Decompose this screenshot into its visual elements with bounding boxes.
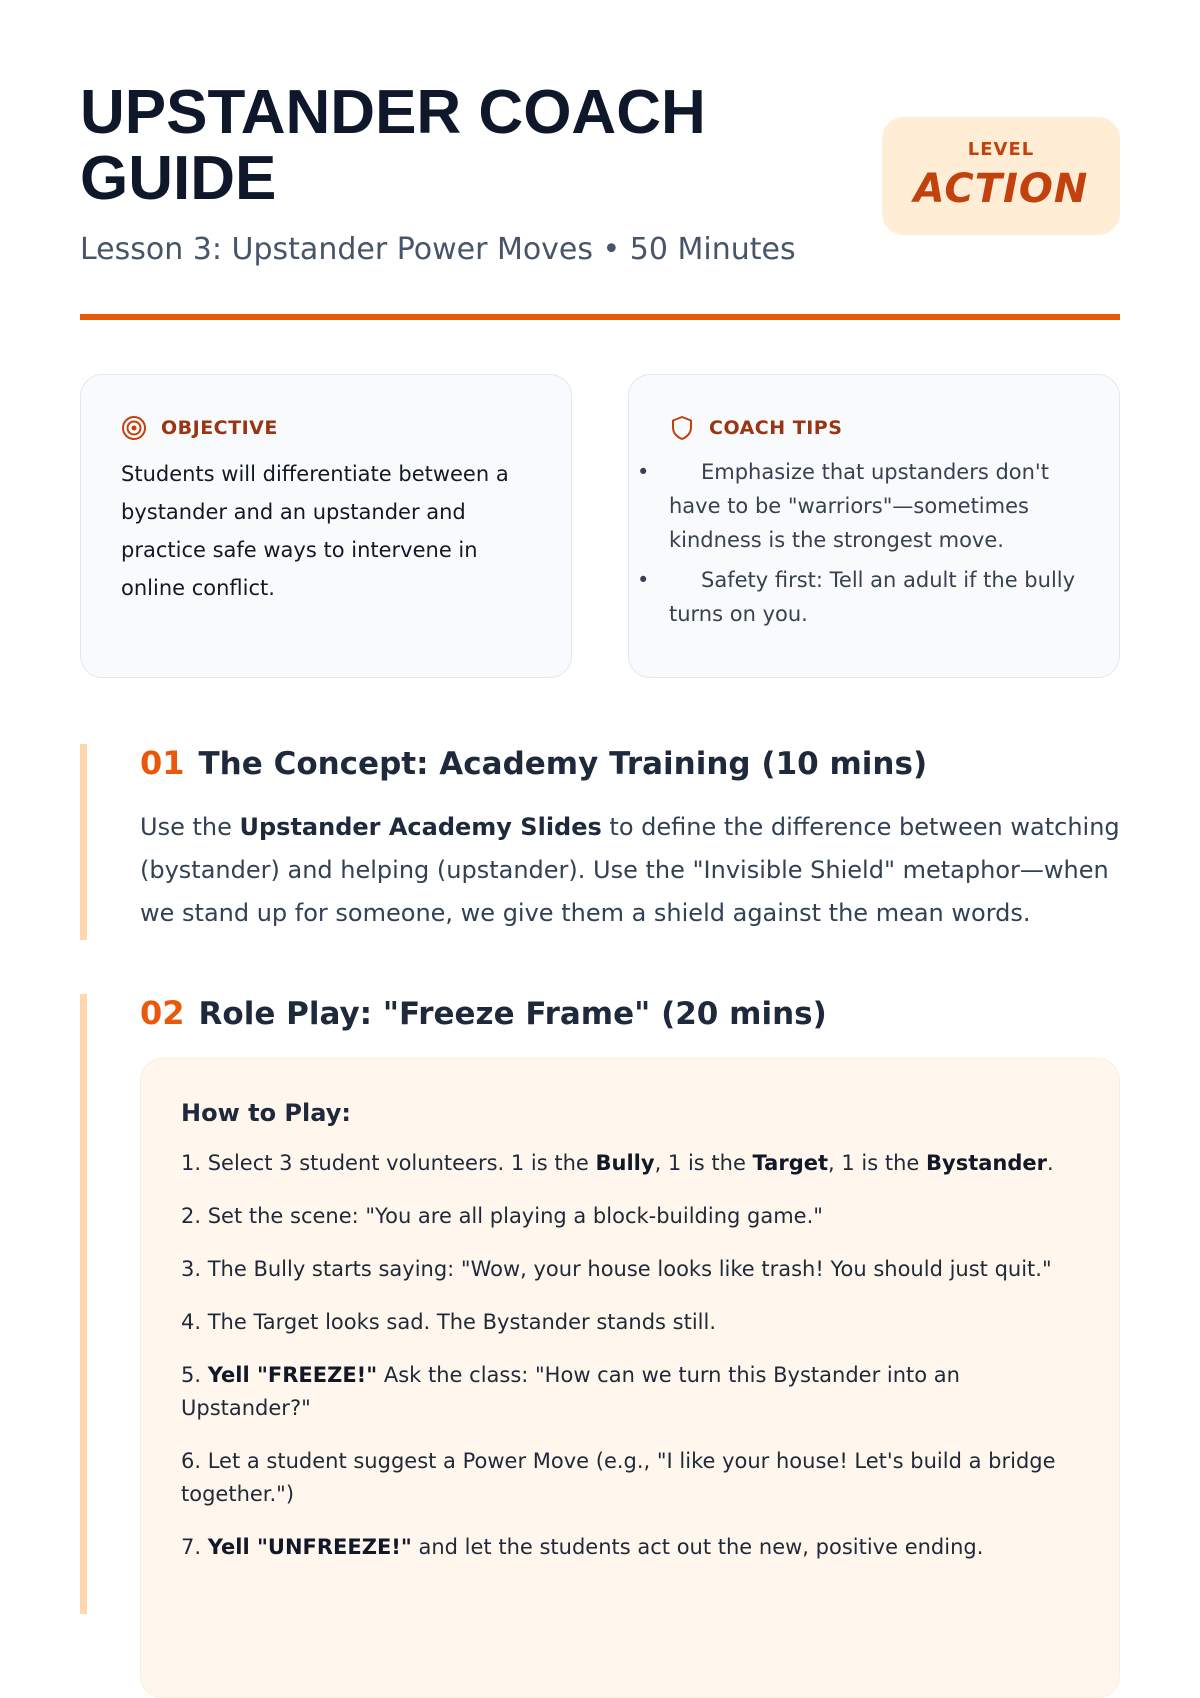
step-item — [181, 1531, 1079, 1564]
step-emphasis: Yell "FREEZE!" — [207, 1363, 378, 1387]
coach-tips-list — [637, 455, 1079, 631]
step-text: Ask the class: "How can we turn this Bystander into an Upstander?" — [181, 1363, 960, 1420]
section-title: Role Play: "Freeze Frame" (20 mins) — [198, 996, 827, 1032]
body-text: to define the difference between watching (bystander) and helping (upstander). Use the "Invisible Shield" metaphor—when we stand up for someone, we give them a shield against the mean words. — [140, 813, 1120, 927]
section-number: 01 — [140, 744, 185, 782]
step-text: , 1 is the — [654, 1151, 753, 1175]
section-title: The Concept: Academy Training (10 mins) — [198, 746, 928, 782]
coach-tips-title: COACH TIPS — [709, 417, 843, 439]
steps-list — [181, 1147, 1079, 1564]
step-text: , 1 is the — [828, 1151, 926, 1175]
section-concept — [80, 744, 1120, 940]
level-badge — [882, 117, 1120, 235]
section-role-play — [80, 994, 1120, 1614]
objective-card — [80, 374, 572, 678]
step-text: and let the students act out the new, positive ending. — [411, 1535, 984, 1559]
shield-icon — [669, 415, 695, 441]
header-divider — [80, 314, 1120, 320]
tip-item — [637, 455, 1079, 557]
body-text: Use the — [140, 813, 240, 841]
step-item: 3. The Bully starts saying: "Wow, your house looks like trash! You should just quit." — [181, 1257, 1052, 1281]
tip-text: Emphasize that upstanders don't have to be "warriors"—sometimes kindness is the strongest move. — [669, 460, 1049, 552]
step-text: 7. — [181, 1535, 208, 1559]
step-item — [181, 1147, 1079, 1180]
section-number: 02 — [140, 994, 185, 1032]
tip-item — [637, 563, 1079, 631]
section-heading — [140, 994, 1120, 1038]
step-text: . — [1047, 1151, 1054, 1175]
level-label: LEVEL — [967, 139, 1035, 160]
step-item — [181, 1359, 1079, 1425]
how-to-play-heading: How to Play: — [181, 1099, 351, 1127]
step-emphasis: Yell "UNFREEZE!" — [207, 1535, 412, 1559]
role-bystander: Bystander — [926, 1151, 1047, 1175]
page-title: UPSTANDER COACH GUIDE — [80, 78, 706, 213]
step-item: 6. Let a student suggest a Power Move (e.g., "I like your house! Let's build a bridge together.") — [181, 1449, 1056, 1506]
objective-title: OBJECTIVE — [161, 417, 278, 439]
page-header — [80, 80, 1120, 280]
target-icon — [121, 415, 147, 441]
level-value: ACTION — [913, 166, 1089, 212]
step-text: 5. — [181, 1363, 208, 1387]
lesson-subtitle: Lesson 3: Upstander Power Moves • 50 Minutes — [80, 232, 796, 267]
role-target: Target — [752, 1151, 829, 1175]
objective-text: Students will differentiate between a bystander and an upstander and practice safe ways to intervene in online conflict. — [121, 462, 509, 600]
role-bully: Bully — [595, 1151, 655, 1175]
step-item: 4. The Target looks sad. The Bystander stands still. — [181, 1310, 717, 1334]
step-item: 2. Set the scene: "You are all playing a block-building game." — [181, 1204, 823, 1228]
bullet-icon: • — [637, 568, 650, 592]
body-emphasis: Upstander Academy Slides — [239, 813, 602, 841]
tip-text: Safety first: Tell an adult if the bully turns on you. — [669, 568, 1076, 626]
how-to-play-box — [140, 1058, 1120, 1698]
step-text: 1. Select 3 student volunteers. 1 is the — [181, 1151, 596, 1175]
objective-header — [121, 413, 531, 443]
bullet-icon: • — [637, 460, 650, 484]
section-heading — [140, 744, 1120, 788]
coach-tips-header — [669, 413, 1079, 443]
coach-tips-card — [628, 374, 1120, 678]
section-body — [140, 806, 1120, 935]
